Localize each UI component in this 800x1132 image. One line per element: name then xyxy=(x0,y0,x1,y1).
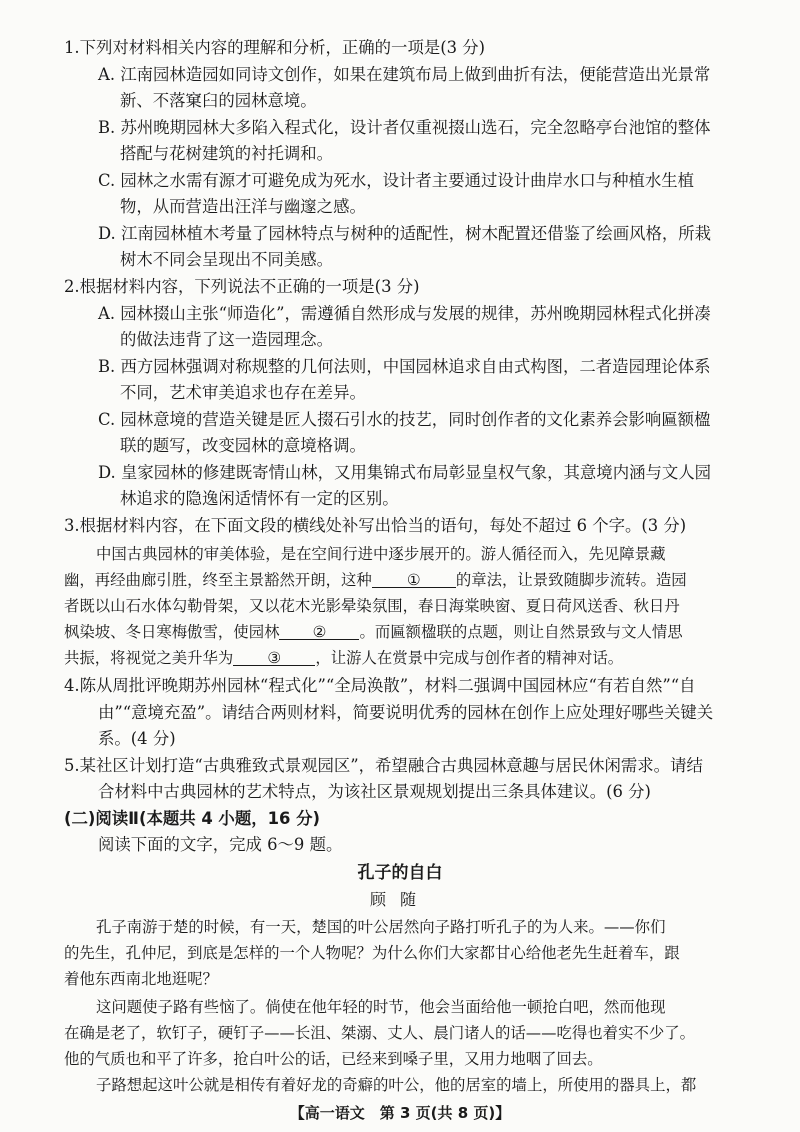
section-heading: (二)阅读Ⅱ(本题共 4 小题，16 分) xyxy=(64,809,320,828)
section-instruction: 阅读下面的文字，完成 6～9 题。 xyxy=(98,835,343,854)
q2-option-a-line2: 的做法违背了这一造园理念。 xyxy=(120,330,334,349)
q1-stem: 1.下列对材料相关内容的理解和分析，正确的一项是(3 分) xyxy=(64,38,486,57)
q1-option-b-line2: 搭配与花树建筑的衬托调和。 xyxy=(120,144,334,163)
q2-option-d-line2: 林追求的隐逸闲适情怀有一定的区别。 xyxy=(120,489,399,508)
article-para1-line3: 着他东西南北地逛呢？ xyxy=(64,970,218,988)
article-para2-line1: 这问题使子路有些恼了。倘使在他年轻的时节，他会当面给他一顿抢白吧，然而他现 xyxy=(96,998,666,1016)
article-author: 顾随 xyxy=(369,890,430,909)
q4-line3: 系。(4 分) xyxy=(98,729,176,748)
article-para2-line3: 他的气质也和平了许多，抢白叶公的话，已经来到嗓子里，又用力地咽了回去。 xyxy=(64,1050,603,1068)
q2-option-c-line2: 联的题写，改变园林的意境格调。 xyxy=(120,436,366,455)
q1-option-b-line1: B. 苏州晚期园林大多陷入程式化，设计者仅重视掇山选石，完全忽略亭台池馆的整体 xyxy=(98,118,711,137)
q1-option-d-line2: 树木不同会呈现出不同美感。 xyxy=(120,250,334,269)
q4-line1: 4.陈从周批评晚期苏州园林“程式化”“全局涣散”，材料二强调中国园林应“有若自然”“自 xyxy=(64,676,696,695)
q3-stem: 3.根据材料内容，在下面文段的横线处补写出恰当的语句，每处不超过 6 个字。(3 分) xyxy=(64,516,687,535)
q1-option-a-line2: 新、不落窠臼的园林意境。 xyxy=(120,91,317,110)
fill-blank-2[interactable]: ② xyxy=(279,621,359,640)
article-para2-line2: 在确是老了，软钉子，硬钉子——长沮、桀溺、丈人、晨门诸人的话——吃得也着实不少了。 xyxy=(64,1024,696,1042)
q3-passage-line5: 共振，将视觉之美升华为 ③ ，让游人在赏景中完成与创作者的精神对话。 xyxy=(64,649,624,667)
q3-passage-line4: 枫染坡、冬日寒梅傲雪，使园林 ② 。而匾额楹联的点题，则让自然景致与文人情思 xyxy=(64,623,683,641)
q2-option-d-line1: D. 皇家园林的修建既寄情山林，又用集锦式布局彰显皇权气象，其意境内涵与文人园 xyxy=(98,463,712,482)
q5-line2: 合材料中古典园林的艺术特点，为该社区景观规划提出三条具体建议。(6 分) xyxy=(98,782,651,801)
q2-option-c-line1: C. 园林意境的营造关键是匠人掇石引水的技艺，同时创作者的文化素养会影响匾额楹 xyxy=(98,410,711,429)
article-para3-line1: 子路想起这叶公就是相传有着好龙的奇癖的叶公，他的居室的墙上，所使用的器具上，都 xyxy=(96,1076,697,1094)
q2-option-a-line1: A. 园林掇山主张“师造化”，需遵循自然形成与发展的规律，苏州晚期园林程式化拼凑 xyxy=(98,304,711,323)
q1-option-c-line2: 物，从而营造出汪洋与幽邃之感。 xyxy=(120,197,366,216)
q3-passage-line3: 者既以山石水体勾勒骨架，又以花木光影晕染氛围，春日海棠映窗、夏日荷风送香、秋日丹 xyxy=(64,597,680,615)
q2-option-b-line2: 不同，艺术审美追求也存在差异。 xyxy=(120,383,366,402)
q4-line2: 由”“意境充盈”。请结合两则材料，简要说明优秀的园林在创作上应处理好哪些关键关 xyxy=(98,703,714,722)
article-title: 孔子的自白 xyxy=(357,863,443,883)
q2-stem: 2.根据材料内容，下列说法不正确的一项是(3 分) xyxy=(64,277,420,296)
article-para1-line1: 孔子南游于楚的时候，有一天，楚国的叶公居然向子路打听孔子的为人来。——你们 xyxy=(96,918,666,936)
q3-passage-line1: 中国古典园林的审美体验，是在空间行进中逐步展开的。游人循径而入，先见障景藏 xyxy=(96,545,666,563)
q5-line1: 5.某社区计划打造“古典雅致式景观园区”，希望融合古典园林意趣与居民休闲需求。请结 xyxy=(64,756,703,775)
page-footer: 【高一语文 第 3 页(共 8 页)】 xyxy=(289,1104,511,1122)
fill-blank-1[interactable]: ① xyxy=(372,569,456,588)
q3-passage-line2: 幽，再经曲廊引胜，终至主景豁然开朗，这种 ① 的章法，让景致随脚步流转。造园 xyxy=(64,571,687,589)
q1-option-c-line1: C. 园林之水需有源才可避免成为死水，设计者主要通过设计曲岸水口与种植水生植 xyxy=(98,171,695,190)
fill-blank-3[interactable]: ③ xyxy=(233,647,315,666)
article-para1-line2: 的先生，孔仲尼，到底是怎样的一个人物呢？为什么你们大家都甘心给他老先生赶着车，跟 xyxy=(64,944,680,962)
q2-option-b-line1: B. 西方园林强调对称规整的几何法则，中国园林追求自由式构图，二者造园理论体系 xyxy=(98,357,711,376)
q1-option-d-line1: D. 江南园林植木考量了园林特点与树种的适配性，树木配置还借鉴了绘画风格，所栽 xyxy=(98,224,712,243)
q1-option-a-line1: A. 江南园林造园如同诗文创作，如果在建筑布局上做到曲折有法，便能营造出光景常 xyxy=(98,65,711,84)
